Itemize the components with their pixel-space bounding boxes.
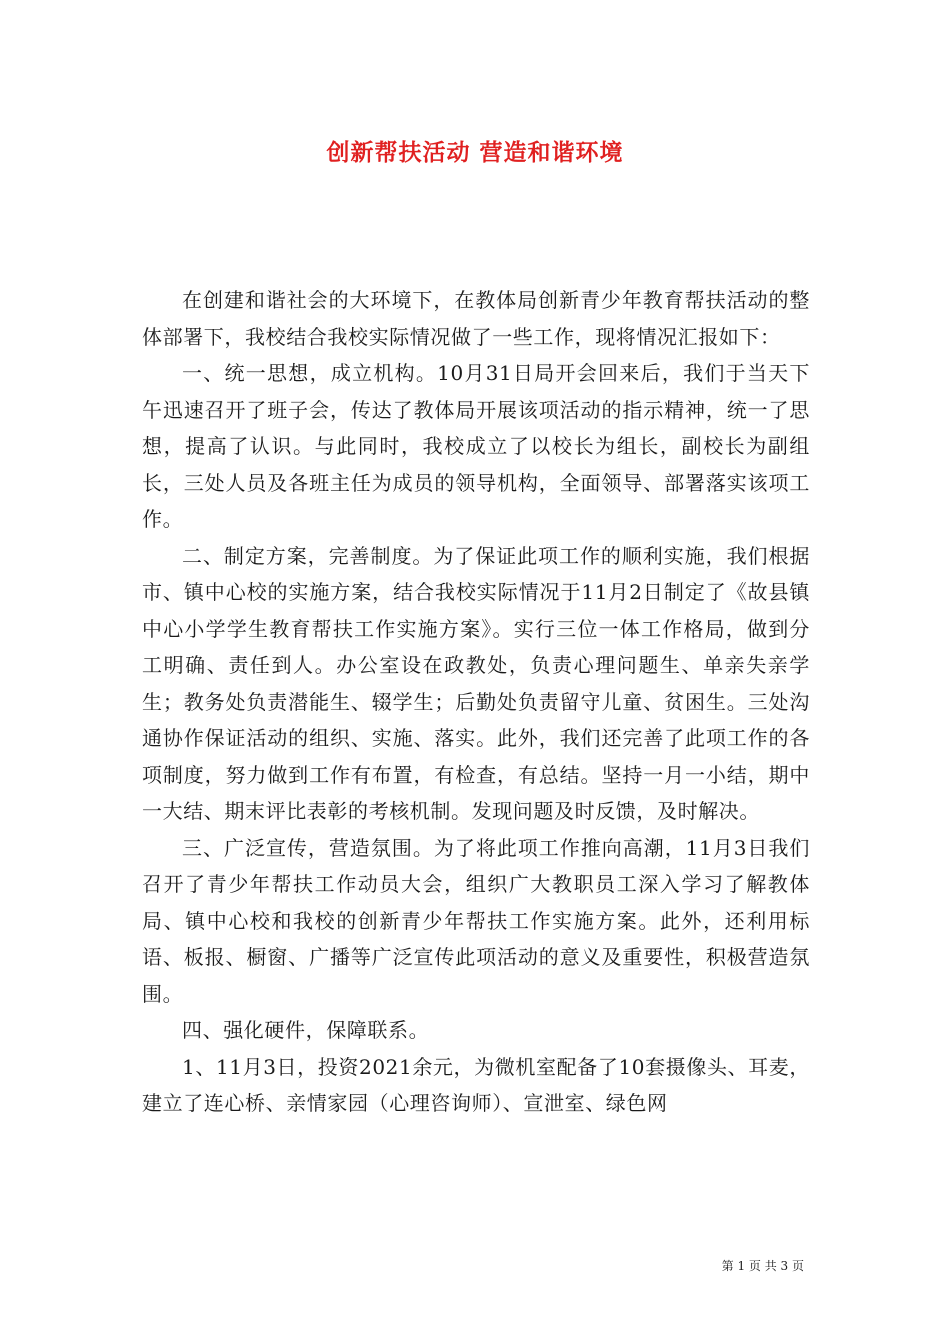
- document-title: 创新帮扶活动 营造和谐环境: [326, 140, 624, 166]
- paragraph-section-3: 三、广泛宣传，营造氛围。为了将此项工作推向高潮，11月3日我们召开了青少年帮扶工作动员大会，组织广大教职员工深入学习了解教体局、镇中心校和我校的创新青少年帮扶工作实施方案。此外，还利用标语、板报、橱窗、广播等广泛宣传此项活动的意义及重要性，积极营造氛围。: [142, 835, 810, 1006]
- paragraph-section-4-item-1: 1、11月3日，投资2021余元，为微机室配备了10套摄像头、耳麦，建立了连心桥、亲情家园（心理咨询师）、宣泄室、绿色网: [142, 1054, 810, 1115]
- paragraph-section-2: 二、制定方案，完善制度。为了保证此项工作的顺利实施，我们根据市、镇中心校的实施方案，结合我校实际情况于11月2日制定了《故县镇中心小学学生教育帮扶工作实施方案》。实行三位一体工作格局，做到分工明确、责任到人。办公室设在政教处，负责心理问题生、单亲失亲学生；教务处负责潜能生、辍学生；后勤处负责留守儿童、贫困生。三处沟通协作保证活动的组织、实施、落实。此外，我们还完善了此项工作的各项制度，努力做到工作有布置，有检查，有总结。坚持一月一小结，期中一大结、期末评比表彰的考核机制。发现问题及时反馈，及时解决。: [142, 543, 810, 823]
- paragraph-section-1: 一、统一思想，成立机构。10月31日局开会回来后，我们于当天下午迅速召开了班子会，传达了教体局开展该项活动的指示精神，统一了思想，提高了认识。与此同时，我校成立了以校长为组长，副校长为副组长，三处人员及各班主任为成员的领导机构，全面领导、部署落实该项工作。: [142, 361, 810, 531]
- document-body: [142, 282, 810, 1122]
- paragraph-section-4: 四、强化硬件，保障联系。: [182, 1018, 430, 1042]
- page-number-footer: 第 1 页 共 3 页: [721, 1259, 804, 1273]
- paragraph-intro: 在创建和谐社会的大环境下，在教体局创新青少年教育帮扶活动的整体部署下，我校结合我校实际情况做了一些工作，现将情况汇报如下：: [142, 288, 810, 349]
